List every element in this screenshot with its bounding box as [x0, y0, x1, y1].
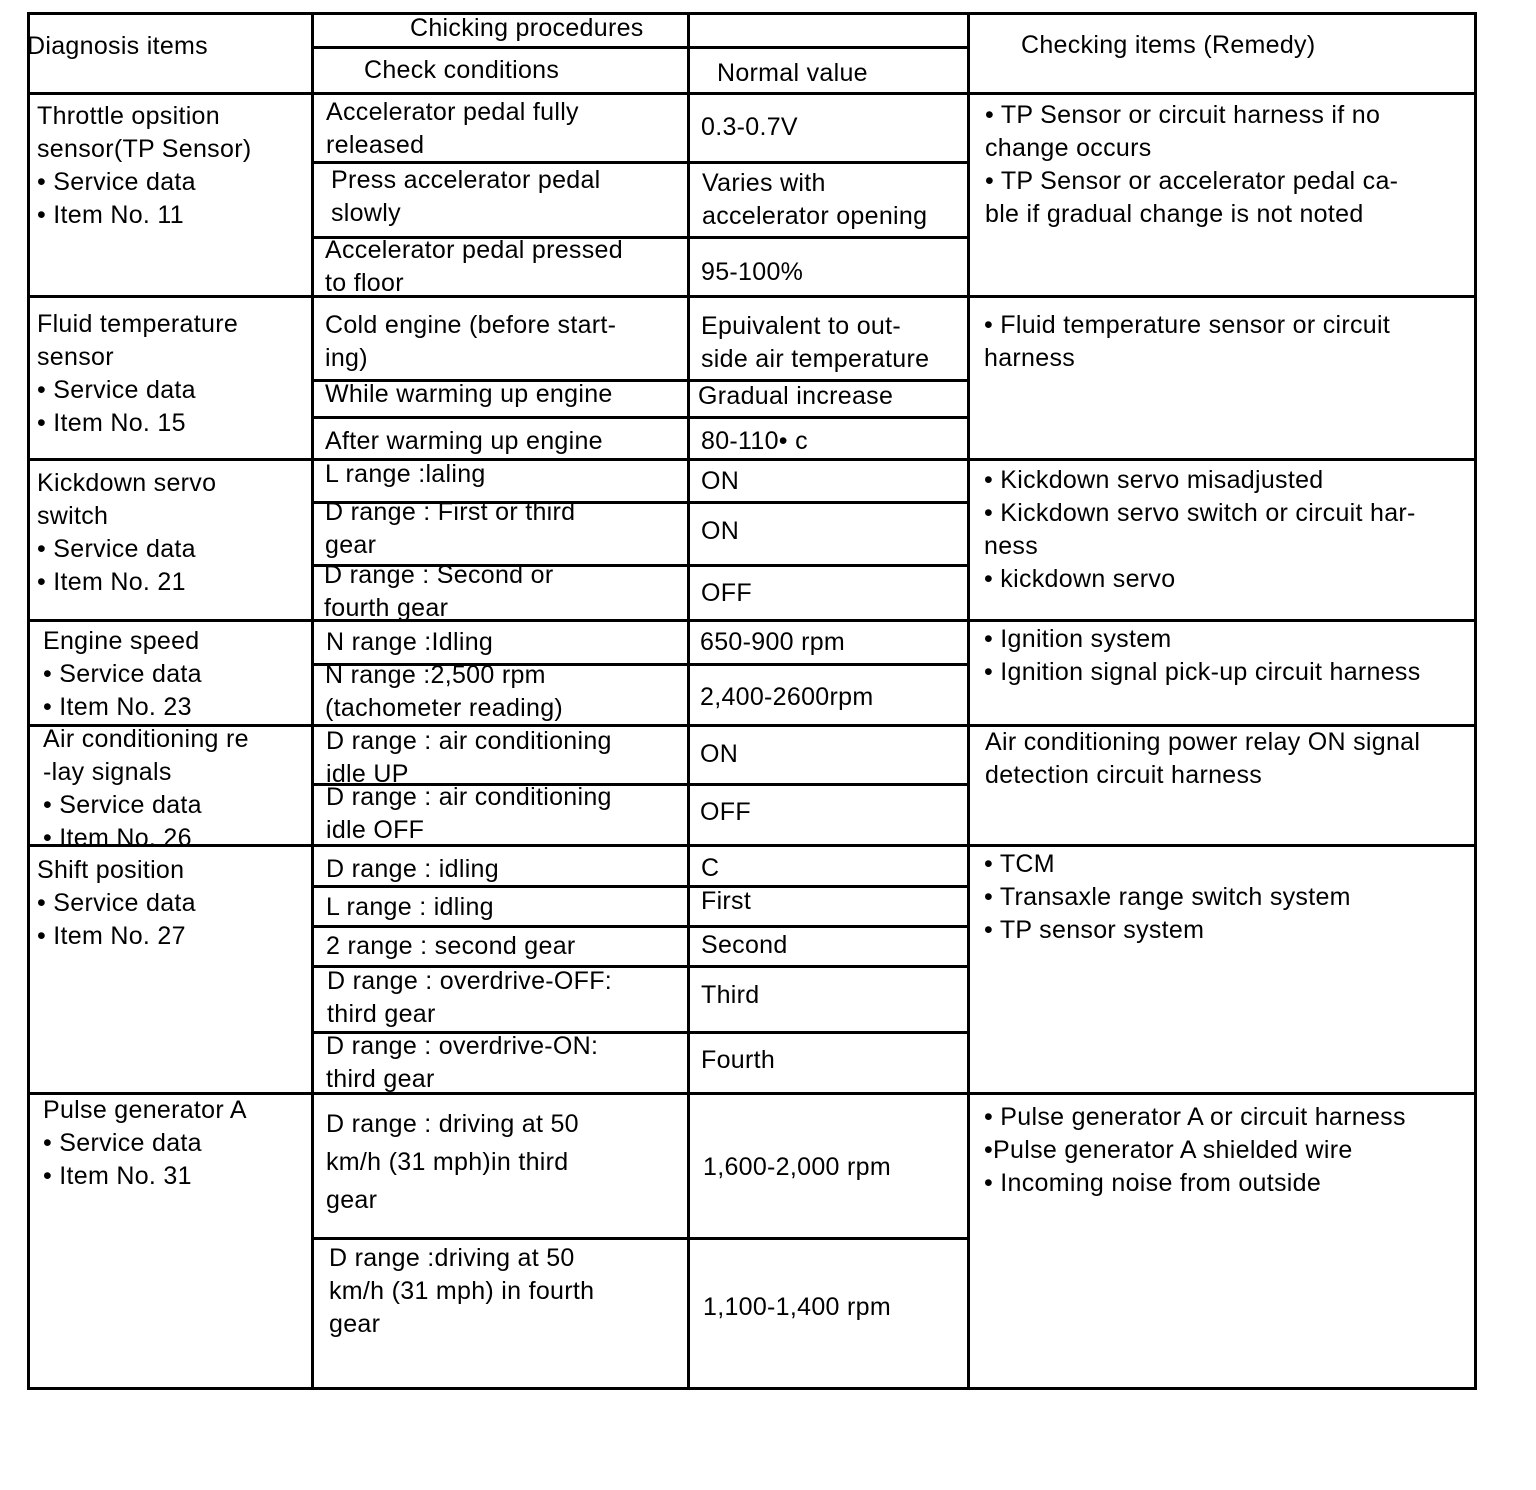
check-condition: D range : driving at 50 km/h (31 mph)in third gear	[326, 1110, 579, 1214]
normal-value: ON	[701, 467, 740, 495]
normal-value: Varies with accelerator opening	[702, 169, 928, 230]
diagnosis-item: Shift position • Service data • Item No. 27	[37, 856, 196, 950]
table-border-bottom	[27, 1387, 1477, 1390]
check-condition: After warming up engine	[325, 427, 603, 455]
header-checking-procedures: Chicking procedures	[410, 14, 644, 42]
normal-value: ON	[700, 740, 739, 768]
normal-value: Second	[701, 931, 788, 959]
check-condition: D range : air conditioning idle OFF	[326, 783, 612, 844]
column-divider	[967, 12, 970, 1390]
diagnosis-item: Fluid temperature sensor • Service data • Item No. 15	[37, 310, 239, 437]
header-diagnosis-items: Diagnosis items	[27, 32, 208, 60]
table-border-top	[27, 12, 1477, 15]
group-separator	[27, 92, 1477, 95]
group-separator	[27, 295, 1477, 298]
normal-value: OFF	[701, 579, 752, 607]
remedy: • TCM • Transaxle range switch system • TP sensor system	[984, 850, 1351, 944]
normal-value: ON	[701, 517, 740, 545]
header-checking-items: Checking items (Remedy)	[1021, 31, 1316, 59]
normal-value: 1,100-1,400 rpm	[703, 1293, 891, 1321]
subrow-separator	[311, 416, 970, 419]
normal-value: OFF	[700, 798, 751, 826]
check-condition: 2 range : second gear	[326, 932, 576, 960]
check-condition: N range :Idling	[326, 628, 494, 656]
remedy: • Ignition system • Ignition signal pick-up circuit harness	[984, 625, 1421, 686]
diagnosis-item: Throttle opsition sensor(TP Sensor) • Service data • Item No. 11	[37, 102, 252, 229]
check-condition: L range : idling	[326, 893, 494, 921]
check-condition: D range : overdrive-ON: third gear	[326, 1032, 599, 1093]
header-normal-value: Normal value	[717, 59, 868, 87]
normal-value: 650-900 rpm	[700, 628, 846, 656]
check-condition: D range : Second or fourth gear	[324, 561, 554, 622]
remedy: • Kickdown servo misadjusted • Kickdown servo switch or circuit har- ness • kickdown servo	[984, 466, 1416, 593]
subrow-separator	[311, 1237, 970, 1240]
check-condition: D range : idling	[326, 855, 499, 883]
diagnosis-item: Kickdown servo switch • Service data • Item No. 21	[37, 469, 217, 596]
header-check-conditions: Check conditions	[364, 56, 560, 84]
remedy: • TP Sensor or circuit harness if no change occurs • TP Sensor or accelerator pedal ca- ble if gradual change is not noted	[985, 101, 1399, 228]
diagnosis-item: Air conditioning re -lay signals • Service data • Item No. 26	[43, 725, 249, 852]
normal-value: 80-110• c	[701, 427, 808, 455]
check-condition: D range : First or third gear	[325, 498, 576, 559]
normal-value: Fourth	[701, 1046, 776, 1074]
diagnosis-item: Engine speed • Service data • Item No. 23	[43, 627, 202, 721]
check-condition: D range :driving at 50 km/h (31 mph) in fourth gear	[329, 1244, 595, 1338]
column-divider	[687, 12, 690, 1390]
normal-value: 2,400-2600rpm	[700, 683, 874, 711]
check-condition: Cold engine (before start- ing)	[325, 311, 617, 372]
check-condition: Accelerator pedal fully released	[326, 98, 579, 159]
check-condition: Press accelerator pedal slowly	[331, 166, 601, 227]
normal-value: 95-100%	[701, 258, 804, 286]
table-border-left	[27, 12, 30, 1390]
normal-value: 0.3-0.7V	[701, 113, 798, 141]
normal-value: C	[701, 854, 720, 882]
check-condition: D range : overdrive-OFF: third gear	[327, 967, 613, 1028]
header-subline	[311, 46, 970, 49]
remedy: • Pulse generator A or circuit harness •Pulse generator A shielded wire • Incoming noise from outside	[984, 1103, 1406, 1197]
column-divider	[311, 12, 314, 1390]
diagnosis-table	[27, 12, 1477, 1390]
group-separator	[27, 619, 1477, 622]
normal-value: 1,600-2,000 rpm	[703, 1153, 891, 1181]
remedy: Air conditioning power relay ON signal detection circuit harness	[985, 728, 1421, 789]
normal-value: Epuivalent to out- side air temperature	[701, 312, 930, 373]
check-condition: While warming up engine	[325, 380, 613, 408]
subrow-separator	[311, 925, 970, 928]
diagnosis-item: Pulse generator A • Service data • Item No. 31	[43, 1096, 247, 1190]
table-border-right	[1474, 12, 1477, 1390]
normal-value: Gradual increase	[698, 382, 894, 410]
remedy: • Fluid temperature sensor or circuit harness	[984, 311, 1391, 372]
group-separator	[27, 458, 1477, 461]
check-condition: D range : air conditioning idle UP	[326, 727, 612, 788]
check-condition: Accelerator pedal pressed to floor	[325, 236, 623, 297]
check-condition: N range :2,500 rpm (tachometer reading)	[325, 661, 564, 722]
check-condition: L range :laling	[325, 460, 486, 488]
normal-value: First	[701, 887, 752, 915]
normal-value: Third	[701, 981, 760, 1009]
